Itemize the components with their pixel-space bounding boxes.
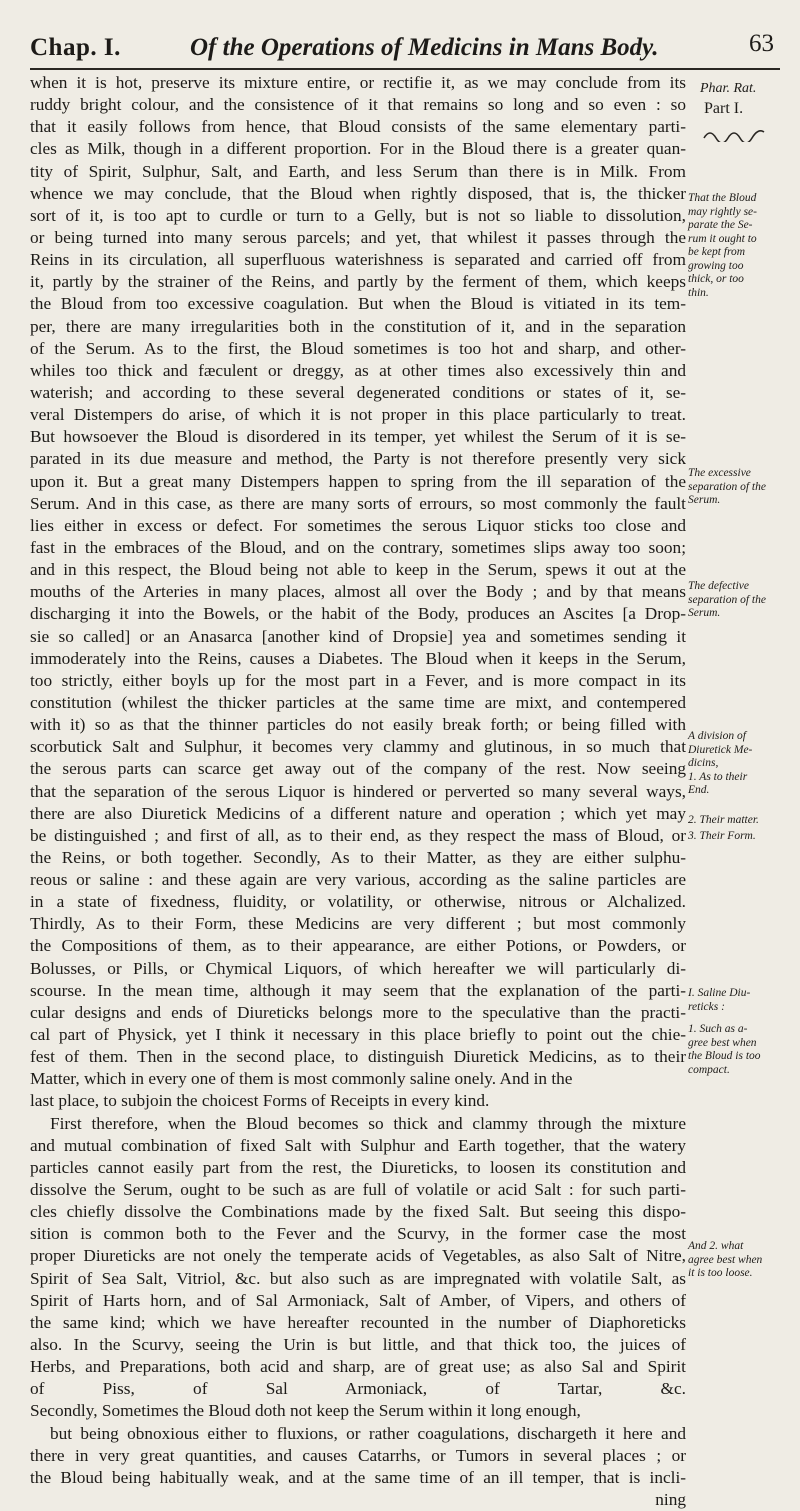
page-number: 63 [749, 30, 774, 57]
text-line: Herbs, and Preparations, both acid and sharp, are of great use; as also Sal and Spirit [30, 1357, 686, 1377]
marginal-note-line: The defective [688, 580, 749, 592]
text-line: Secondly, Sometimes the Bloud doth not keep the Serum within it long enough, [30, 1401, 581, 1421]
text-line: particles cannot easily part from the rest, the Diureticks, to loosen its constitution and [30, 1157, 686, 1177]
marginal-note-line: Serum. [688, 494, 721, 506]
text-line: fast in the embraces of the Bloud, and on the contrary, sometimes slips away too soon; [30, 537, 686, 557]
text-line: veral Distempers do arise, of which it is not proper in this place particularly to treat. [30, 405, 686, 425]
flourish-ornament-icon [702, 126, 768, 142]
text-line: or being turned into many serous parcels; and yet, that whilest it passes through the [30, 227, 686, 247]
text-line: upon it. But a great many Distempers happen to spring from the ill separation of the [30, 471, 686, 491]
marginal-note-line: That the Bloud [688, 192, 757, 204]
marginal-note-line: A division of [688, 730, 746, 742]
marginal-note-line: Serum. [688, 607, 721, 619]
marginal-note-line: may rightly se- [688, 205, 757, 218]
text-line: of the Serum. As to the first, the Bloud sometimes is too hot and sharp, and other- [30, 338, 686, 358]
text-line: Reins in its circulation, all superfluous waterishness is separated and carried off from [30, 250, 686, 270]
marginal-note [688, 1240, 798, 1281]
text-line: scourse. In the mean time, although it may seem that the explanation of the parti- [30, 980, 686, 1000]
text-line: the Compositions of them, as to their appearance, are either Potions, or Powders, or [30, 936, 686, 956]
marginal-note-line: And 2. what [688, 1240, 744, 1252]
text-line: whiles too thick and fæculent or dreggy, as at other times also excessively thin and [30, 360, 686, 380]
text-line: the Reins, or both together. Secondly, As to their Matter, as they are either sulphu- [30, 847, 686, 867]
text-line: Thirdly, As to their Form, these Medicins are very different ; but most commonly [30, 914, 686, 934]
marginal-note [688, 1023, 798, 1077]
body-text [30, 72, 686, 1511]
text-line: and in this respect, the Bloud being not able to keep in the Serum, spews it out at the [30, 560, 686, 580]
text-line: whence we may conclude, that the Bloud when rightly disposed, that is, the thicker [30, 183, 686, 203]
text-line: But howsoever the Bloud is disordered in its temper, yet whilest the Serum of it is se- [30, 427, 686, 447]
marginal-note-line: parate the Se- [688, 219, 753, 231]
text-line: when it is hot, preserve its mixture entire, or rectifie it, as we may conclude from its [30, 73, 686, 92]
text-line: there are also Diuretick Medicins of a different nature and operation ; which yet may [30, 803, 686, 823]
marginal-note-line: 1. Such as a- [688, 1023, 748, 1035]
text-line: constitution (whilest the thicker particles at the same time are mixt, and contempered [30, 692, 686, 712]
marginal-note-line: I. Saline Diu- [688, 987, 751, 999]
text-line: ruddy bright colour, and the consistence of it that remains so long and so even : so [30, 95, 686, 115]
text-line: that it easily follows from hence, that Bloud consists of the same elementary parti- [30, 117, 686, 137]
text-line: be distinguished ; and first of all, as to their end, as they respect the mass of Bloud, or [30, 825, 686, 845]
text-line: sie so called] or an Anasarca [another kind of Dropsie] yea and sometimes sending it [30, 626, 686, 646]
marginal-note-line: End. [688, 784, 710, 796]
marginal-note-line: dicins, [688, 757, 719, 769]
text-line: but being obnoxious either to fluxions, or rather coagulations, dischargeth it here and [50, 1423, 686, 1443]
text-line: waterish; and according to these several degenerated conditions or states of it, se- [30, 382, 686, 402]
text-line: fest of them. Then in the second place, to distinguish Diuretick Medicins, as to their [30, 1047, 686, 1067]
marginal-note [688, 580, 798, 621]
text-line: and mutual combination of fixed Salt with Sulphur and Earth together, that the watery [30, 1135, 686, 1155]
marginal-note-line: the Bloud is too [688, 1050, 761, 1062]
text-line: Bolusses, or Pills, or Chymical Liquors, of which hereafter we will particularly di- [30, 958, 686, 978]
text-line: last place, to subjoin the choicest Forms of Receipts in every kind. [30, 1091, 490, 1111]
marginal-note-line: compact. [688, 1063, 730, 1076]
marginal-note-line: Diuretick Me- [688, 743, 753, 756]
text-line: lies either in excess or defect. For sometimes the serous Liquor sticks too close and [30, 515, 686, 535]
text-line: immoderately into the Reins, causes a Diabetes. The Bloud when it keeps in the Serum, [30, 648, 686, 668]
text-line: sort of it, is too apt to curdle or turn to a Gelly, but is not so liable to dissolution, [30, 205, 686, 225]
text-line: First therefore, when the Bloud becomes so thick and clammy through the mixture [50, 1113, 686, 1133]
marginal-note-line: rum it ought to [688, 232, 757, 245]
catchword: ning [655, 1490, 686, 1509]
running-title: Of the Operations of Medicins in Mans Body. [190, 34, 659, 61]
marginal-note [688, 192, 798, 300]
marginal-note-line: separation of the [688, 480, 766, 493]
marginal-note-line: be kept from [688, 246, 746, 258]
text-line: dissolve the Serum, ought to be such as are full of volatile or acid Salt : for such parti- [30, 1180, 686, 1200]
text-line: per, there are many irregularities both in the constitution of it, and in the separation [30, 316, 686, 336]
marginal-note [688, 814, 798, 828]
text-line: discharging it into the Bowels, or the habit of the Body, produces an Ascites [a Drop- [30, 604, 686, 624]
text-line: too strictly, either boyls up for the most part in a Fever, and is more compact in its [30, 670, 686, 690]
marginal-note-line: separation of the [688, 593, 766, 606]
text-line: parated in its due measure and method, the Party is not therefore presently very sick [30, 449, 686, 469]
text-line: cles as Milk, though in a different proportion. For in the Bloud there is a greater quan- [30, 139, 686, 159]
marginal-note-line: it is too loose. [688, 1267, 753, 1279]
marginal-note-line: thin. [688, 286, 709, 299]
text-line: cles chiefly dissolve the Combinations made by the fixed Salt. But seeing this dispo- [30, 1202, 686, 1222]
text-line: cular designs and ends of Diureticks belongs more to the speculative than the practi- [30, 1002, 686, 1022]
text-line: of Piss, of Sal Armoniack, of Tartar, &c. [30, 1379, 686, 1399]
text-line: reous or saline : and these again are very various, according as the saline particles are [30, 870, 686, 890]
marginal-note-line: 3. Their Form. [688, 830, 756, 842]
part-label [700, 81, 757, 119]
text-line: cal part of Physick, yet I think it necessary in this place briefly to point out the chie- [30, 1025, 686, 1045]
text-line: tity of Spirit, Sulphur, Salt, and Earth, and less Serum than there is in Milk. From [30, 161, 686, 181]
text-line: the serous parts can scarce get away out of the company of the rest. Now seeing [30, 759, 686, 779]
marginal-note-line: 1. As to their [688, 770, 748, 783]
marginal-note [688, 830, 798, 844]
marginal-note-line: thick, or too [688, 273, 744, 285]
part-label-line: Part I. [704, 100, 744, 117]
text-line: scorbutick Salt and Sulphur, it becomes very clammy and glutinous, in so much that [30, 737, 686, 757]
text-line: in a state of fixedness, fluidity, or volatility, or otherwise, nitrous or Alchalized. [30, 892, 686, 912]
marginal-note [688, 730, 798, 798]
marginal-note-line: agree best when [688, 1253, 763, 1266]
marginal-note-line: 2. Their matter. [688, 814, 759, 826]
text-line: with it) so as that the thinner particles do not easily break forth; or being filled with [30, 715, 686, 735]
marginal-note-line: gree best when [688, 1036, 757, 1049]
text-line: Spirit of Harts horn, and of Sal Armoniack, Salt of Amber, of Vipers, and others of [30, 1290, 686, 1310]
text-line: the same kind; which we have hereafter recounted in the number of Diaphoreticks [30, 1312, 686, 1332]
chapter-label: Chap. I. [30, 34, 121, 61]
text-line: Matter, which in every one of them is most commonly saline onely. And in the [30, 1069, 573, 1089]
text-line: it, partly by the strainer of the Reins, and partly by the ferment of them, which keeps [30, 272, 686, 292]
marginal-note-line: The excessive [688, 467, 751, 479]
text-line: Serum. And in this case, as there are many sorts of errours, so most commonly the fault [30, 493, 686, 513]
part-label-line: Phar. Rat. [700, 81, 757, 96]
text-line: the Bloud from too excessive coagulation. But when the Bloud is vitiated in its tem- [30, 294, 686, 314]
marginal-note [688, 467, 798, 508]
text-line: proper Diureticks are not onely the temperate acids of Vegetables, as also Salt of Nitre, [30, 1246, 686, 1266]
text-line: the Bloud being habitually weak, and at the same time of an ill temper, that is incli- [30, 1467, 686, 1487]
text-line: also. In the Scurvy, seeing the Urin is but little, and that thick too, the juices of [30, 1335, 686, 1355]
marginal-note-line: growing too [688, 259, 744, 272]
marginal-note [688, 987, 798, 1014]
text-line: Spirit of Sea Salt, Vitriol, &c. but also such as are impregnated with volatile Salt, as [30, 1268, 686, 1288]
text-line: mouths of the Arteries in many places, almost all over the Body ; and by that means [30, 582, 686, 602]
marginal-note-line: reticks : [688, 1000, 725, 1013]
text-line: sition is common both to the Fever and the Scurvy, in the former case the most [30, 1224, 686, 1244]
text-line: there in very great quantities, and causes Catarrhs, or Tumors in several places ; or [30, 1445, 686, 1465]
page-header [30, 28, 780, 70]
text-line: that the separation of the serous Liquor is hindered or perverted so many several ways, [30, 781, 686, 801]
